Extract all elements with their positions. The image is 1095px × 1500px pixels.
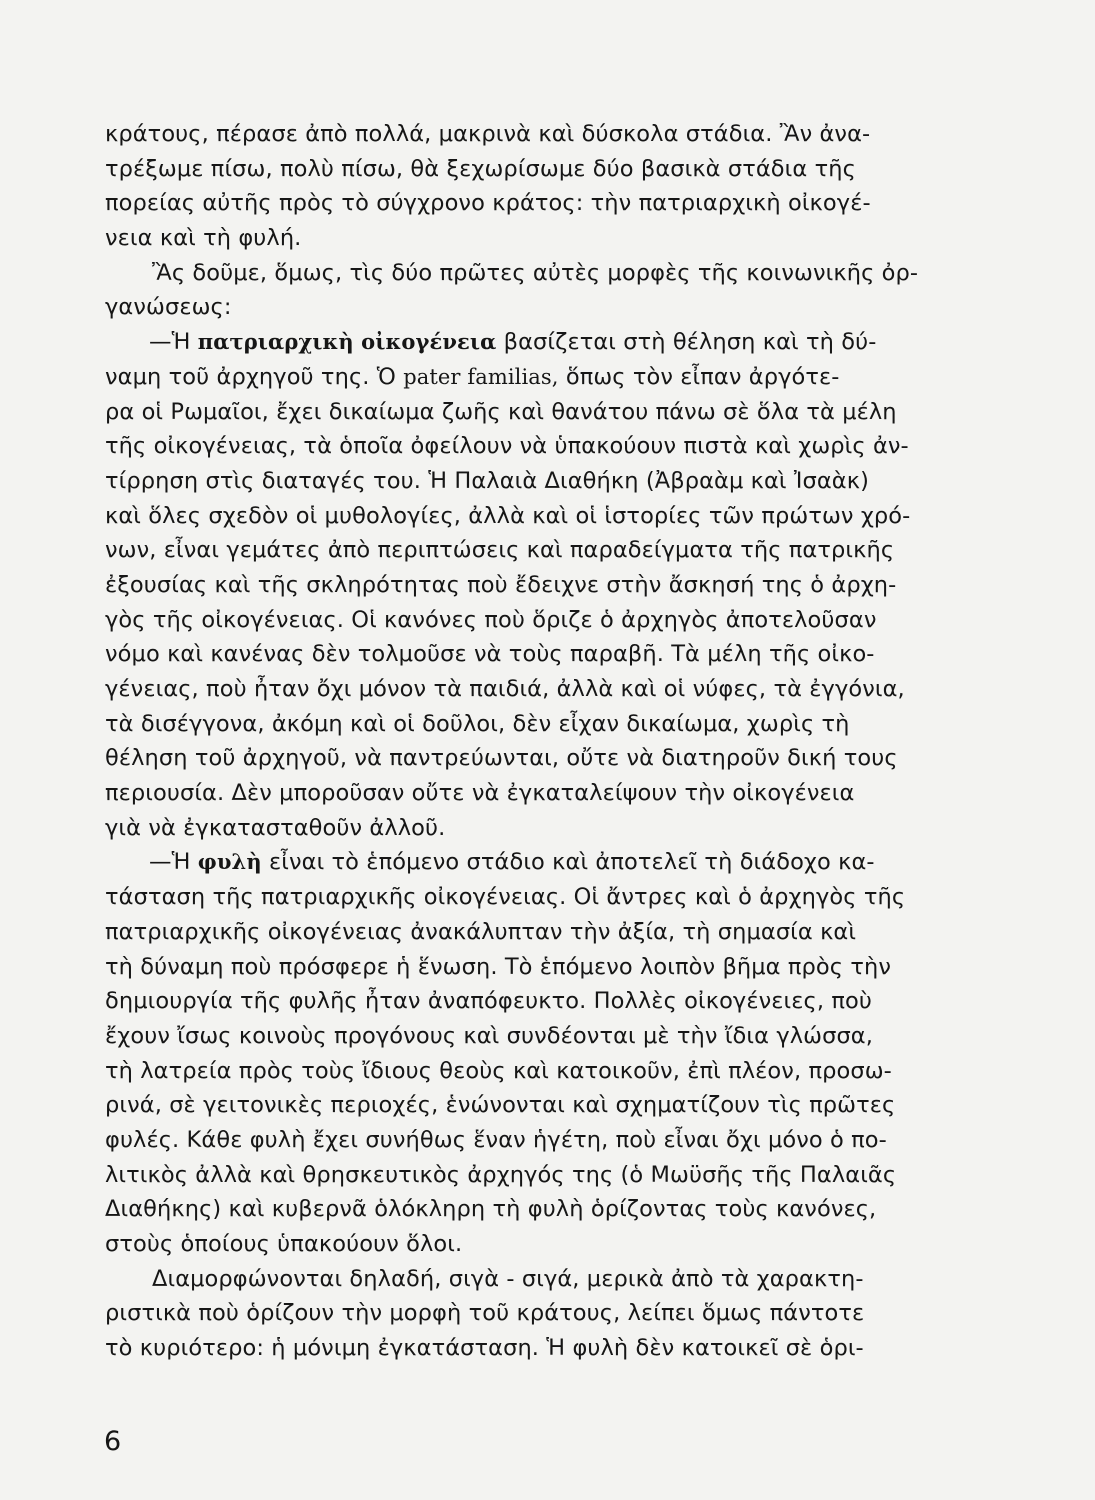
text-line: δημιουργία τῆς φυλῆς ἦταν ἀναπόφευκτο. Πολλὲς οἰκογένειες, ποὺ bbox=[105, 988, 872, 1015]
text-line: γὸς τῆς οἰκογένειας. Οἱ κανόνες ποὺ ὅριζε ὁ ἀρχηγὸς ἀποτελοῦσαν bbox=[105, 606, 877, 633]
text-line: γιὰ νὰ ἐγκατασταθοῦν ἀλλοῦ. bbox=[105, 814, 446, 841]
term-tribe: φυλὴ bbox=[197, 849, 262, 875]
body-text bbox=[105, 117, 1023, 1366]
text-line: τάσταση τῆς πατριαρχικῆς οἰκογένειας. Οἱ ἄντρες καὶ ὁ ἀρχηγὸς τῆς bbox=[105, 884, 906, 911]
line-suffix: βασίζεται στὴ θέληση καὶ τὴ δύ- bbox=[503, 329, 877, 356]
text-line: Διαθήκης) καὶ κυβερνᾶ ὁλόκληρη τὴ φυλὴ ὁρίζοντας τοὺς κανόνες, bbox=[105, 1196, 877, 1223]
text-line: γανώσεως: bbox=[105, 294, 232, 321]
text-line bbox=[105, 325, 1023, 360]
text-line: καὶ ὅλες σχεδὸν οἱ μυθολογίες, ἀλλὰ καὶ οἱ ἱστορίες τῶν πρώτων χρό- bbox=[105, 502, 911, 529]
text-line: νεια καὶ τὴ φυλή. bbox=[105, 225, 302, 252]
dash-prefix: —Ἡ bbox=[149, 329, 191, 356]
text-line: τὴ λατρεία πρὸς τοὺς ἴδιους θεοὺς καὶ κατοικοῦν, ἐπὶ πλέον, προσω- bbox=[105, 1057, 892, 1084]
text-line: πατριαρχικῆς οἰκογένειας ἀνακάλυπταν τὴν ἀξία, τὴ σημασία καὶ bbox=[105, 918, 857, 945]
text-line: Διαμορφώνονται δηλαδή, σιγὰ - σιγά, μερικὰ ἀπὸ τὰ χαρακτη- bbox=[152, 1265, 864, 1292]
line-prefix: ναμη τοῦ ἀρχηγοῦ της. Ὁ bbox=[105, 363, 396, 390]
latin-term: pater familias, bbox=[403, 364, 559, 389]
text-line: τὴ δύναμη ποὺ πρόσφερε ἡ ἕνωση. Τὸ ἑπόμενο λοιπὸν βῆμα πρὸς τὴν bbox=[105, 953, 891, 980]
text-line: ριστικὰ ποὺ ὁρίζουν τὴν μορφὴ τοῦ κράτους, λείπει ὅμως πάντοτε bbox=[105, 1300, 865, 1327]
term-patriarchal-family: πατριαρχικὴ οἰκογένεια bbox=[197, 329, 497, 355]
text-line: νόμο καὶ κανένας δὲν τολμοῦσε νὰ τοὺς παραβῆ. Τὰ μέλη τῆς οἰκο- bbox=[105, 641, 875, 668]
text-line: Ἂς δοῦμε, ὅμως, τὶς δύο πρῶτες αὐτὲς μορφὲς τῆς κοινωνικῆς ὀρ- bbox=[152, 259, 919, 286]
text-line: φυλές. Κάθε φυλὴ ἔχει συνήθως ἕναν ἡγέτη, ποὺ εἶναι ὄχι μόνο ὁ πο- bbox=[105, 1126, 887, 1153]
text-line: γένειας, ποὺ ἦταν ὄχι μόνον τὰ παιδιά, ἀλλὰ καὶ οἱ νύφες, τὰ ἐγγόνια, bbox=[105, 676, 905, 702]
page-number: 6 bbox=[104, 1426, 122, 1457]
text-line: ρα οἱ Ρωμαῖοι, ἔχει δικαίωμα ζωῆς καὶ θανάτου πάνω σὲ ὅλα τὰ μέλη bbox=[105, 398, 897, 425]
text-line: τὸ κυριότερο: ἡ μόνιμη ἐγκατάσταση. Ἡ φυλὴ δὲν κατοικεῖ σὲ ὁρι- bbox=[105, 1335, 864, 1362]
text-line: ἐξουσίας καὶ τῆς σκληρότητας ποὺ ἔδειχνε στὴν ἄσκησή της ὁ ἀρχη- bbox=[105, 571, 897, 598]
text-line bbox=[105, 360, 1023, 395]
text-line: τρέξωμε πίσω, πολὺ πίσω, θὰ ξεχωρίσωμε δύο βασικὰ στάδια τῆς bbox=[105, 155, 856, 182]
text-line: τὰ δισέγγονα, ἀκόμη καὶ οἱ δοῦλοι, δὲν εἶχαν δικαίωμα, χωρὶς τὴ bbox=[105, 710, 850, 737]
line-suffix: εἶναι τὸ ἑπόμενο στάδιο καὶ ἀποτελεῖ τὴ διάδοχο κα- bbox=[269, 849, 875, 876]
text-line: περιουσία. Δὲν μποροῦσαν οὔτε νὰ ἐγκαταλείψουν τὴν οἰκογένεια bbox=[105, 780, 855, 807]
text-line: νων, εἶναι γεμάτες ἀπὸ περιπτώσεις καὶ παραδείγματα τῆς πατρικῆς bbox=[105, 537, 895, 564]
text-line: κράτους, πέρασε ἀπὸ πολλά, μακρινὰ καὶ δύσκολα στάδια. Ἂν ἀνα- bbox=[105, 121, 871, 147]
dash-prefix: —Ἡ bbox=[149, 849, 191, 876]
text-line: τίρρηση στὶς διαταγές του. Ἡ Παλαιὰ Διαθήκη (Ἀβραὰμ καὶ Ἰσαὰκ) bbox=[105, 467, 869, 494]
text-line: θέληση τοῦ ἀρχηγοῦ, νὰ παντρεύωνται, οὔτε νὰ διατηροῦν δική τους bbox=[105, 745, 898, 772]
text-line: τῆς οἰκογένειας, τὰ ὁποῖα ὀφείλουν νὰ ὑπακούουν πιστὰ καὶ χωρὶς ἀν- bbox=[105, 433, 909, 460]
line-suffix: ὅπως τὸν εἶπαν ἀργότε- bbox=[565, 363, 840, 390]
text-line: ἔχουν ἴσως κοινοὺς προγόνους καὶ συνδέονται μὲ τὴν ἴδια γλώσσα, bbox=[105, 1022, 873, 1049]
text-line: στοὺς ὁποίους ὑπακούουν ὅλοι. bbox=[105, 1231, 463, 1257]
text-line: πορείας αὐτῆς πρὸς τὸ σύγχρονο κράτος: τὴν πατριαρχικὴ οἰκογέ- bbox=[105, 190, 871, 217]
text-line: λιτικὸς ἀλλὰ καὶ θρησκευτικὸς ἀρχηγός της (ὁ Μωϋσῆς τῆς Παλαιᾶς bbox=[105, 1161, 897, 1188]
text-line bbox=[105, 845, 1023, 880]
text-line: ρινά, σὲ γειτονικὲς περιοχές, ἑνώνονται καὶ σχηματίζουν τὶς πρῶτες bbox=[105, 1092, 896, 1119]
